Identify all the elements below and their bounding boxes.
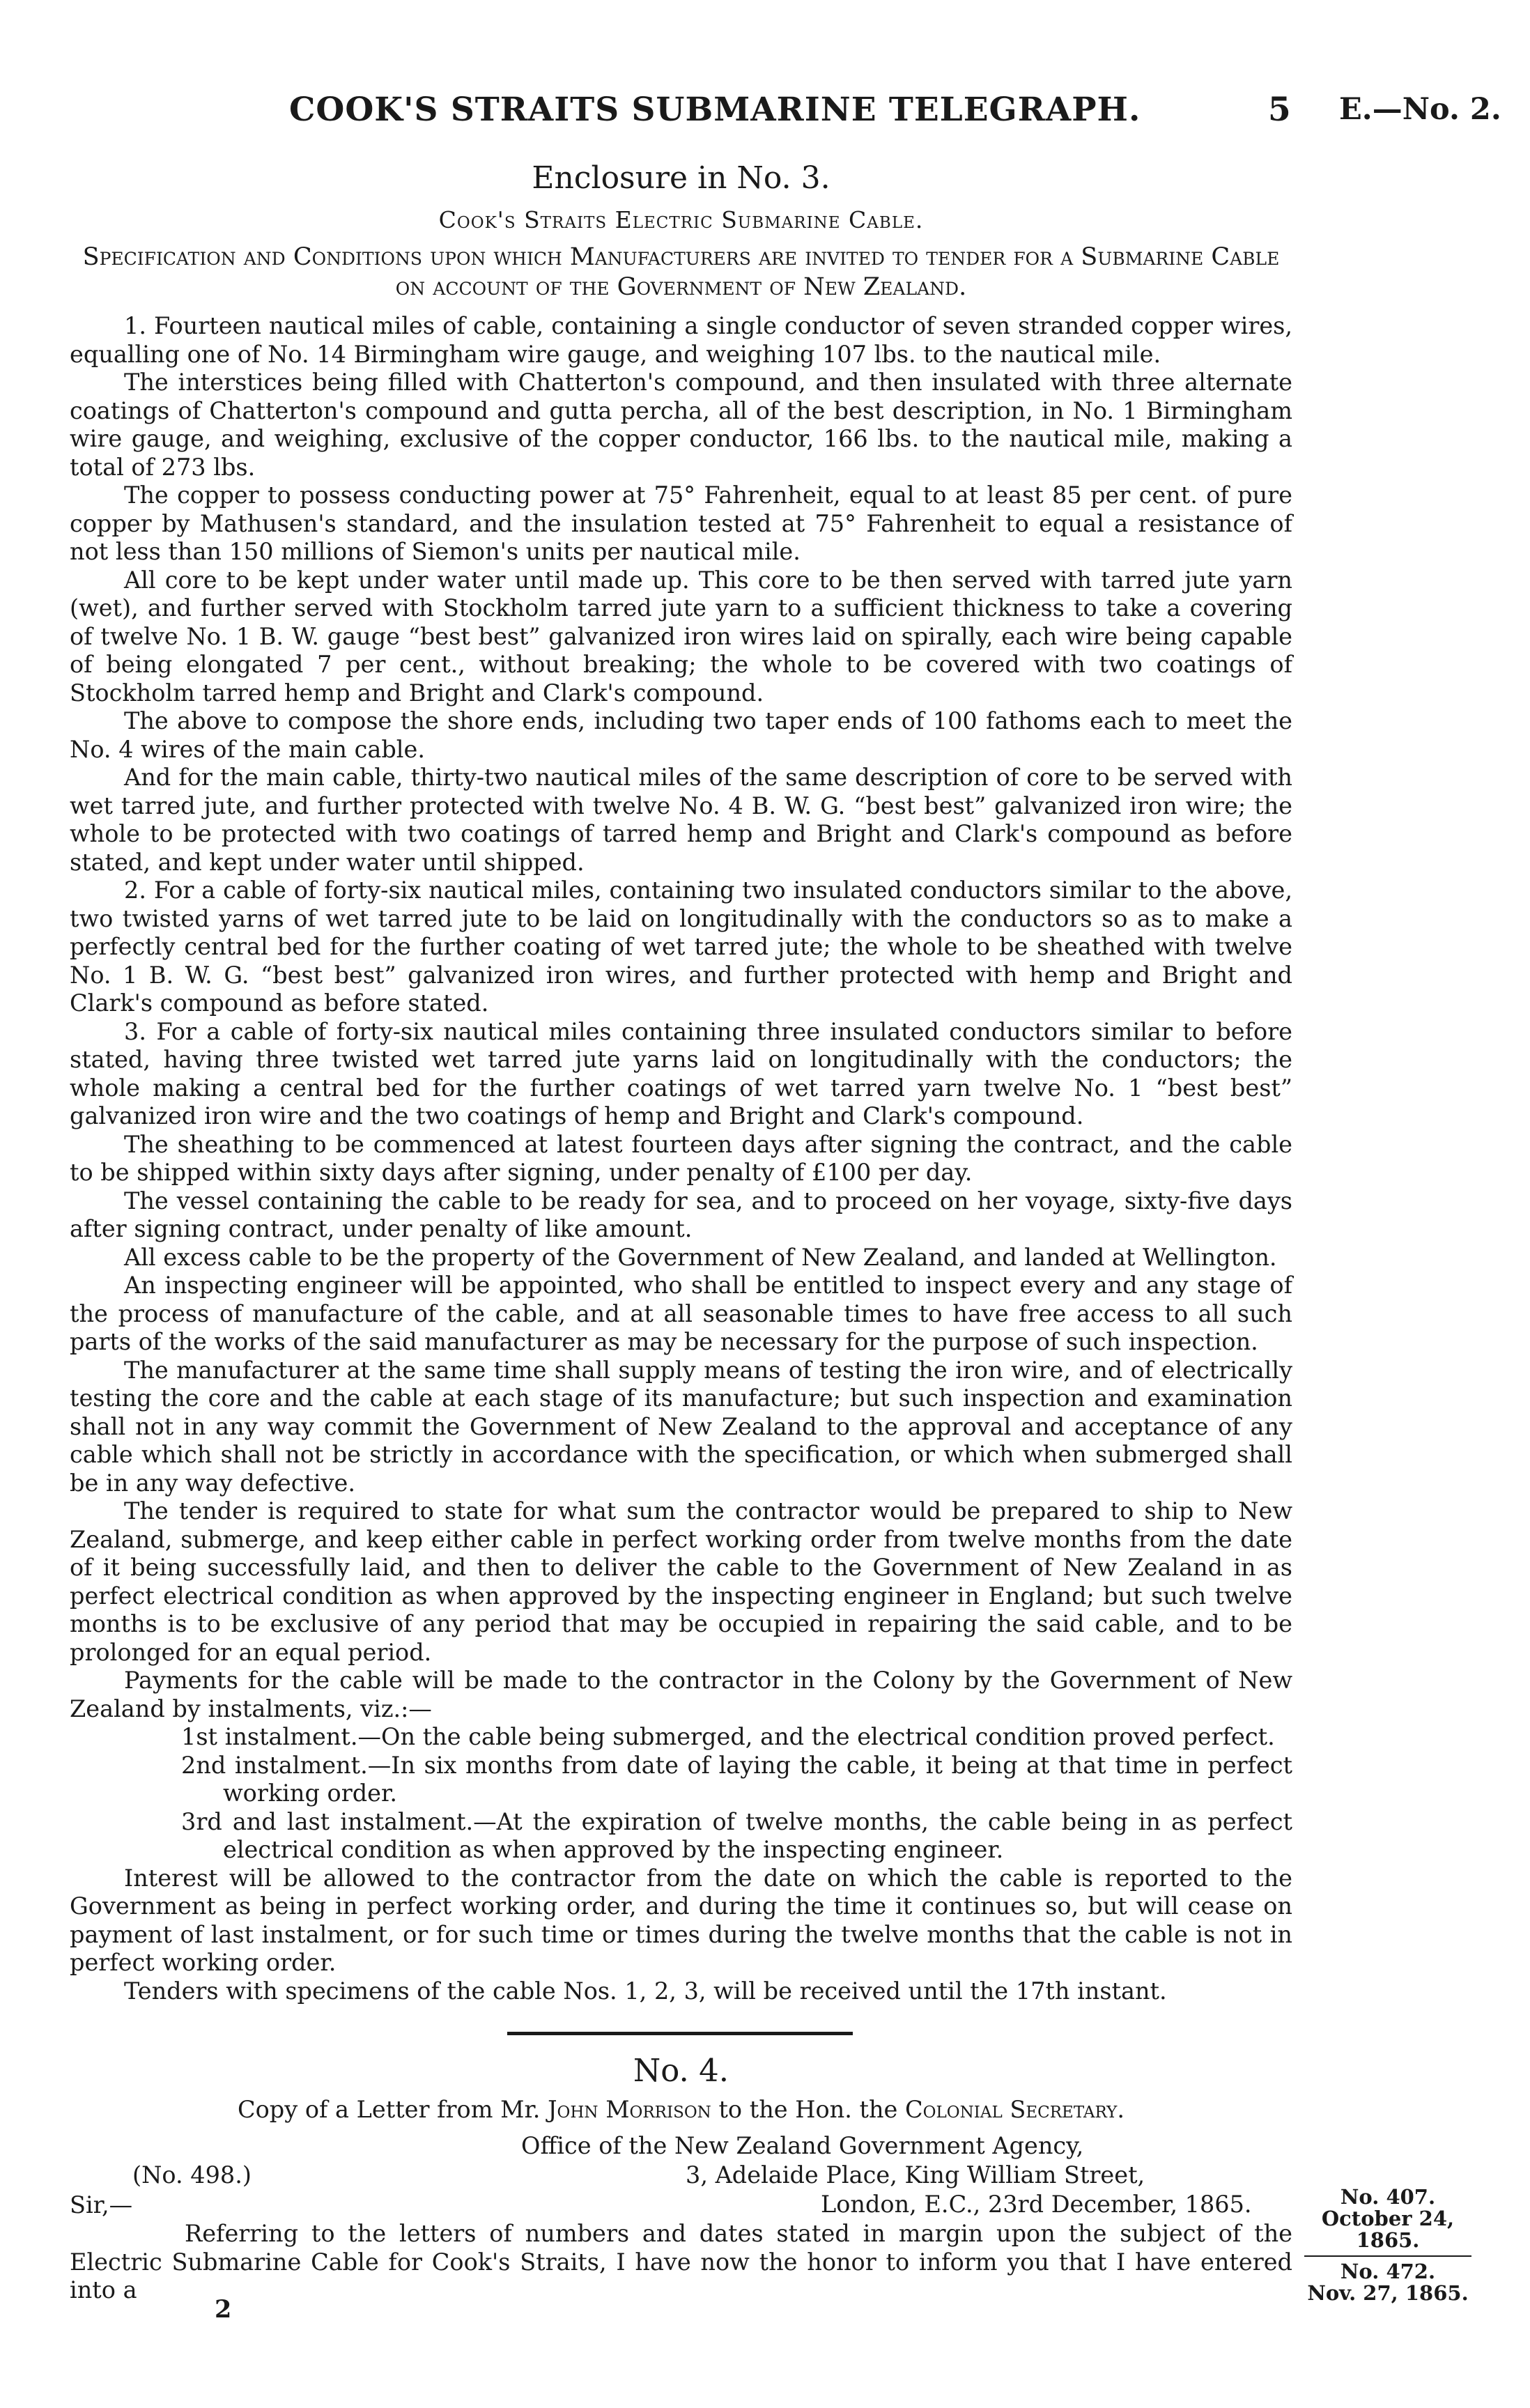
spec-paragraph: Interest will be allowed to the contractor from the date on which the cable is reported to the Government as being in perfect working order, and during the time it continues so, but will cease on payment of last instalment, or for such time or times during the twelve months that the cable is not in perfect working order.: [70, 1864, 1292, 1976]
section-divider: [507, 2032, 853, 2035]
paper-reference: E.—No. 2.: [1339, 92, 1501, 127]
spec-paragraph: All excess cable to be the property of the Government of New Zealand, and landed at Wellington.: [124, 1243, 1277, 1271]
spec-paragraph: The sheathing to be commenced at latest fourteen days after signing the contract, and the cable to be shipped within sixty days after signing, under penalty of £100 per day.: [70, 1130, 1292, 1186]
spec-paragraph: Tenders with specimens of the cable Nos. 1, 2, 3, will be received until the 17th instant.: [124, 1977, 1167, 2005]
address-date-line: London, E.C., 23rd December, 1865.: [821, 2191, 1252, 2218]
letter-paragraph: Referring to the letters of numbers and dates stated in margin upon the subject of the Electric Submarine Cable for Cook's Straits, I have now the honor to inform you that I have entered into a: [70, 2220, 1292, 2303]
salutation: Sir,—: [70, 2191, 133, 2218]
spec-paragraph: 3. For a cable of forty-six nautical miles containing three insulated conductors similar to before stated, having three twisted wet tarred jute yarns laid on longitudinally with the conductors; the whole making a central bed for the further coatings of wet tarred yarn twelve No. 1 “best best” galvanized iron wire and the two coatings of hemp and Bright and Clark's compound.: [70, 1017, 1292, 1129]
spec-paragraph: The interstices being filled with Chatterton's compound, and then insulated with three alternate coatings of Chatterton's compound and gutta percha, all of the best description, in No. 1 Birmingham wire gauge, and weighing, exclusive of the copper conductor, 166 lbs. to the nautical mile, making a total of 273 lbs.: [70, 369, 1292, 481]
letter-description: [70, 2096, 1292, 2124]
address-line-1: Office of the New Zealand Government Agency,: [521, 2132, 1084, 2159]
spec-paragraph: The copper to possess conducting power at 75° Fahrenheit, equal to at least 85 per cent. of pure copper by Mathusen's standard, and the insulation tested at 75° Fahrenheit to equal a resistance of not less than 150 millions of Siemon's units per nautical mile.: [70, 481, 1292, 565]
recipient-title: Colonial Secretary: [905, 2096, 1118, 2123]
margin-note-number: No. 407.: [1340, 2185, 1436, 2209]
spec-paragraph: Payments for the cable will be made to the contractor in the Colony by the Government of New Zealand by instalments, viz.:—: [70, 1667, 1292, 1722]
enclosure-subtitle: Cook's Straits Electric Submarine Cable.: [438, 206, 924, 233]
page-number: 5: [1268, 91, 1291, 129]
section-heading-no4: No. 4.: [633, 2052, 729, 2089]
spec-paragraph: An inspecting engineer will be appointed, who shall be entitled to inspect every and any stage of the process of manufacture of the cable, and at all seasonable times to have free access to all such parts of the works of the said manufacturer as may be necessary for the purpose of such inspection.: [70, 1272, 1292, 1355]
intro-middle: to the Hon. the: [711, 2096, 906, 2123]
letter-number: (No. 498.): [132, 2161, 252, 2189]
spec-paragraph: The tender is required to state for what sum the contractor would be prepared to ship to New Zealand, submerge, and keep either cable in perfect working order from twelve months from the date of it being successfully laid, and then to deliver the cable to the Government of New Zealand in as perfect electrical condition as when approved by the inspecting engineer in England; but such twelve months is to be exclusive of any period that may be occupied in repairing the said cable, and to be prolonged for an equal period.: [70, 1497, 1292, 1666]
sender-name: John Morrison: [548, 2096, 711, 2123]
margin-notes: [1297, 2186, 1478, 2304]
running-title: COOK'S STRAITS SUBMARINE TELEGRAPH.: [289, 91, 1141, 129]
spec-paragraph: The manufacturer at the same time shall supply means of testing the iron wire, and of electrically testing the core and the cable at each stage of its manufacture; but such inspection and examination shall not in any way commit the Government of New Zealand to the approval and acceptance of any cable which shall not be strictly in accordance with the specification, or which when submerged shall be in any way defective.: [70, 1356, 1292, 1497]
spec-paragraph: 2. For a cable of forty-six nautical miles, containing two insulated conductors similar to the above, two twisted yarns of wet tarred jute to be laid on longitudinally with the conductors so as to make a perfectly central bed for the further coating of wet tarred jute; the whole to be sheathed with twelve No. 1 B. W. G. “best best” galvanized iron wires, and further protected with hemp and Bright and Clark's compound as before stated.: [70, 877, 1292, 1017]
spec-paragraph: All core to be kept under water until made up. This core to be then served with tarred jute yarn (wet), and further served with Stockholm tarred jute yarn to a sufficient thickness to take a covering of twelve No. 1 B. W. gauge “best best” galvanized iron wires laid on spirally, each wire being capable of being elongated 7 per cent., without breaking; the whole to be covered with two coatings of Stockholm tarred hemp and Bright and Clark's compound.: [70, 566, 1292, 707]
spec-paragraph: The vessel containing the cable to be ready for sea, and to proceed on her voyage, sixty-five days after signing contract, under penalty of like amount.: [70, 1187, 1292, 1242]
specification-body: [70, 312, 1292, 2005]
running-head: [0, 84, 1530, 139]
margin-note-divider: [1304, 2255, 1471, 2257]
specification-heading: Specification and Conditions upon which Manufacturers are invited to tender for a Submarine Cable on account of the Government of New Zealand.: [82, 243, 1280, 301]
intro-suffix: .: [1117, 2096, 1125, 2123]
instalment-item: 1st instalment.—On the cable being submerged, and the electrical condition proved perfect.: [181, 1723, 1275, 1750]
signature-mark: 2: [215, 2295, 232, 2324]
margin-note-date: October 24, 1865.: [1321, 2207, 1455, 2252]
address-line-2: 3, Adelaide Place, King William Street,: [686, 2161, 1145, 2189]
spec-paragraph: The above to compose the shore ends, including two taper ends of 100 fathoms each to meet the No. 4 wires of the main cable.: [70, 707, 1292, 763]
letter-body: [70, 2220, 1292, 2305]
spec-paragraph: 1. Fourteen nautical miles of cable, containing a single conductor of seven stranded copper wires, equalling one of No. 14 Birmingham wire gauge, and weighing 107 lbs. to the nautical mile.: [70, 312, 1292, 368]
enclosure-title: Enclosure in No. 3.: [532, 160, 830, 196]
margin-note-number: No. 472.: [1340, 2260, 1436, 2283]
intro-prefix: Copy of a Letter from Mr.: [238, 2096, 548, 2123]
margin-note-date: Nov. 27, 1865.: [1307, 2281, 1469, 2305]
instalment-item: 2nd instalment.—In six months from date of laying the cable, it being at that time in perfect working order.: [181, 1751, 1292, 1807]
spec-paragraph: And for the main cable, thirty-two nautical miles of the same description of core to be served with wet tarred jute, and further protected with twelve No. 4 B. W. G. “best best” galvanized iron wire; the whole to be protected with two coatings of tarred hemp and Bright and Clark's compound as before stated, and kept under water until shipped.: [70, 764, 1292, 876]
instalment-item: 3rd and last instalment.—At the expiration of twelve months, the cable being in as perfect electrical condition as when approved by the inspecting engineer.: [181, 1807, 1292, 1863]
